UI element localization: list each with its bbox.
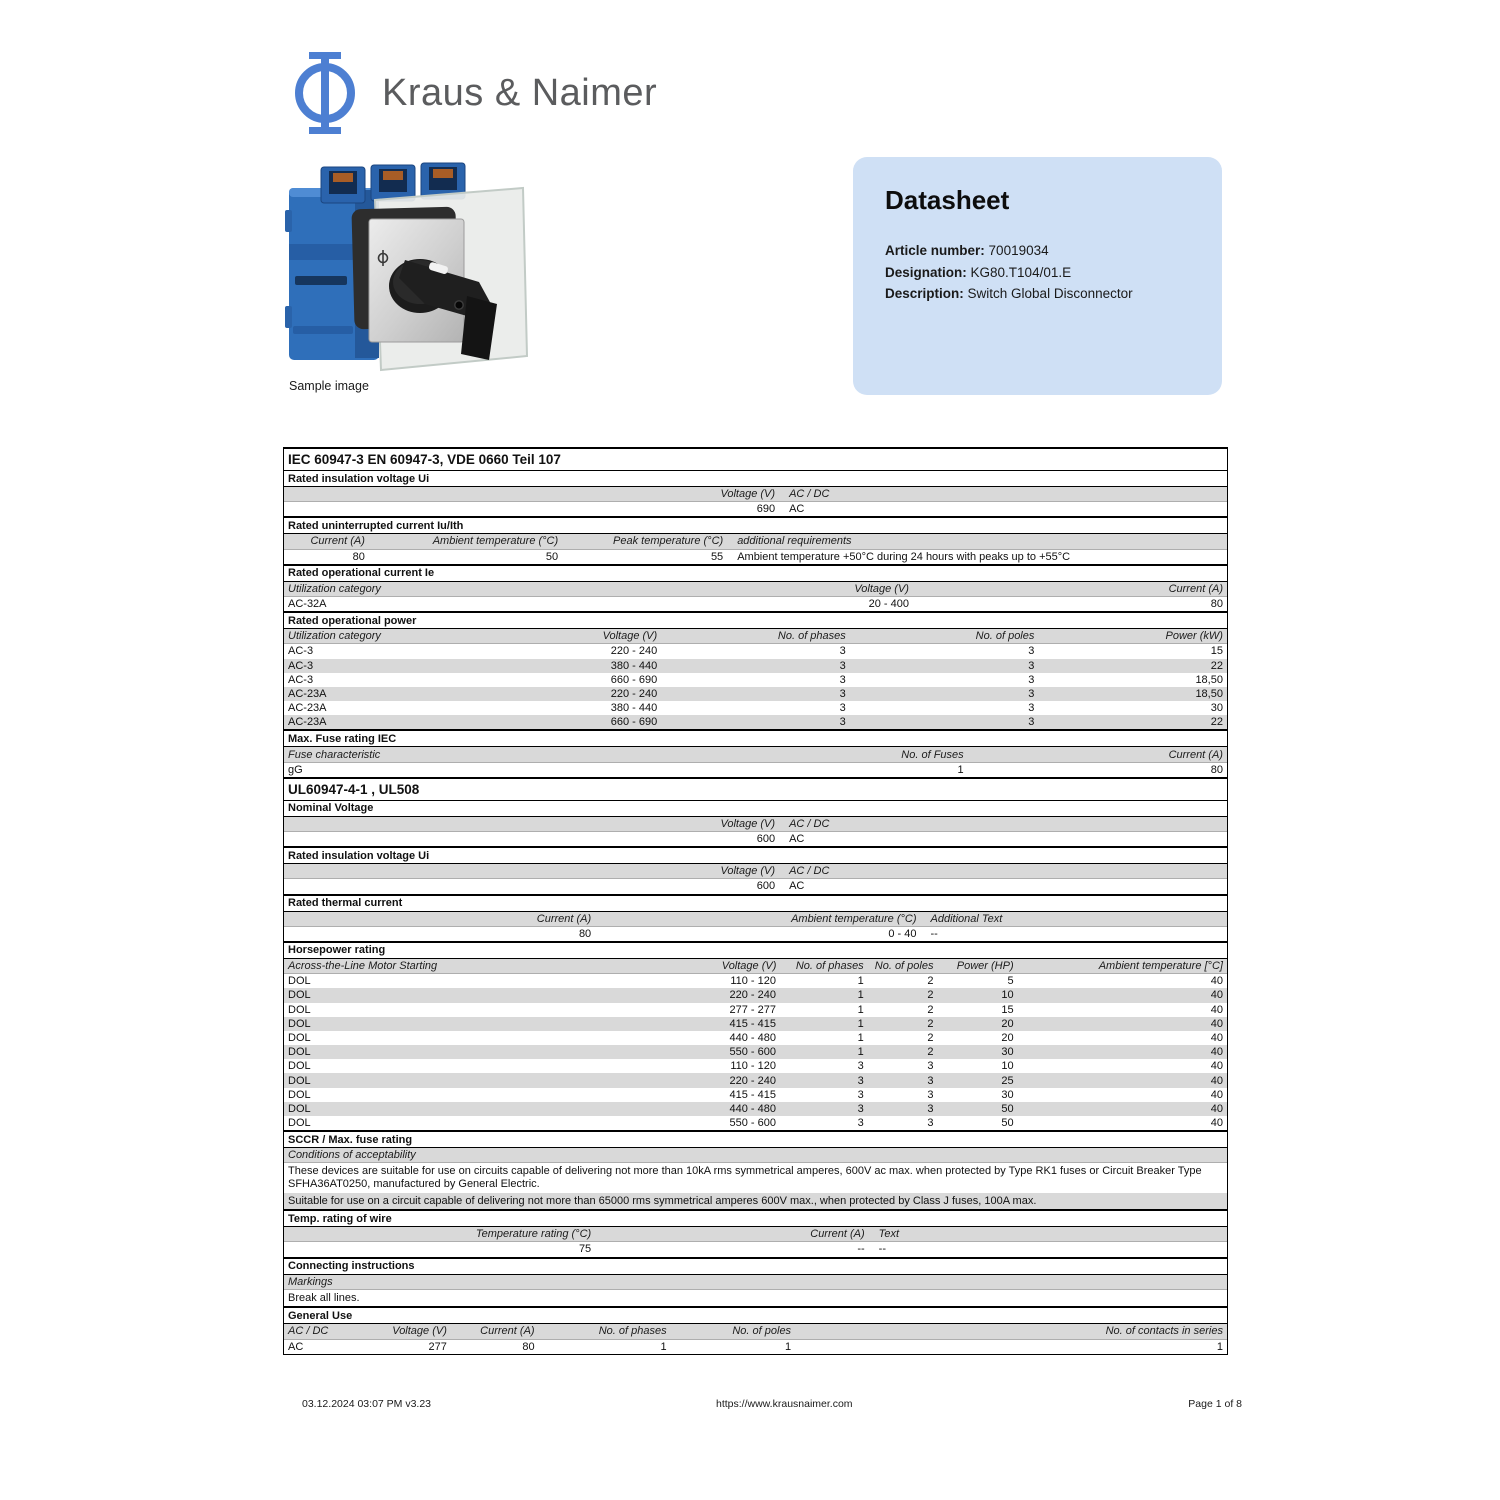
table-cell: Ambient temperature (°C) bbox=[791, 912, 917, 925]
table-cell: 3 bbox=[1028, 702, 1035, 715]
table-cell: gG bbox=[288, 763, 303, 776]
table-row bbox=[284, 894, 1227, 912]
table-cell: 80 bbox=[578, 927, 592, 940]
table-cell: 40 bbox=[1210, 1102, 1223, 1115]
table-row bbox=[284, 1306, 1227, 1324]
table-cell: No. of Fuses bbox=[901, 748, 964, 761]
table-row bbox=[284, 959, 1227, 974]
table-cell: Markings bbox=[288, 1275, 333, 1288]
table-cell: additional requirements bbox=[737, 535, 852, 548]
table-cell: -- bbox=[930, 927, 938, 940]
table-cell: 1 bbox=[857, 1046, 864, 1059]
table-cell: 40 bbox=[1210, 1074, 1223, 1087]
table-row bbox=[284, 534, 1227, 549]
table-cell: Power (HP) bbox=[956, 960, 1014, 973]
table-cell: 3 bbox=[839, 702, 846, 715]
table-row bbox=[284, 912, 1227, 927]
table-row bbox=[284, 941, 1227, 959]
table-row bbox=[284, 988, 1227, 1002]
table-row bbox=[284, 687, 1227, 701]
table-row bbox=[284, 832, 1227, 846]
table-cell: DOL bbox=[288, 1031, 311, 1044]
table-row bbox=[284, 1227, 1227, 1242]
sample-image-caption: Sample image bbox=[289, 379, 369, 393]
table-cell: 15 bbox=[1210, 645, 1223, 658]
table-cell: 1 bbox=[857, 1003, 864, 1016]
info-card bbox=[853, 157, 1222, 395]
table-row bbox=[284, 516, 1227, 534]
brand-header bbox=[288, 52, 657, 134]
table-row bbox=[284, 673, 1227, 687]
product-image bbox=[283, 158, 533, 386]
table-cell: 1 bbox=[857, 1017, 864, 1030]
table-cell: 20 bbox=[1001, 1031, 1014, 1044]
table-row bbox=[284, 644, 1227, 658]
table-row bbox=[284, 763, 1227, 777]
table-cell: 3 bbox=[839, 687, 846, 700]
table-cell: 3 bbox=[927, 1102, 934, 1115]
table-cell: Rated operational current Ie bbox=[288, 567, 435, 580]
table-cell: 380 - 440 bbox=[610, 659, 658, 672]
table-cell: Current (A) bbox=[1168, 748, 1223, 761]
table-cell: UL60947-4-1 , UL508 bbox=[288, 781, 420, 797]
table-row bbox=[284, 729, 1227, 747]
table-row bbox=[284, 1003, 1227, 1017]
description-label: Description: bbox=[885, 286, 964, 301]
table-cell: Additional Text bbox=[930, 912, 1003, 925]
table-cell: Ambient temperature [°C] bbox=[1098, 960, 1223, 973]
table-cell: Fuse characteristic bbox=[288, 748, 381, 761]
phi-logo-icon bbox=[288, 52, 362, 134]
table-cell: AC / DC bbox=[789, 488, 830, 501]
table-cell: 690 bbox=[756, 503, 776, 516]
table-cell: No. of poles bbox=[732, 1325, 792, 1338]
table-cell: 220 - 240 bbox=[610, 645, 658, 658]
table-cell: 1 bbox=[957, 763, 964, 776]
table-cell: 40 bbox=[1210, 1060, 1223, 1073]
table-cell: 20 - 400 bbox=[868, 598, 909, 611]
footer-page-number: Page 1 of 8 bbox=[1188, 1398, 1242, 1410]
table-cell: 3 bbox=[1028, 716, 1035, 729]
footer-url[interactable]: https://www.krausnaimer.com bbox=[716, 1398, 853, 1410]
table-cell: 40 bbox=[1210, 1017, 1223, 1030]
table-cell: 3 bbox=[839, 673, 846, 686]
table-cell: 3 bbox=[857, 1074, 864, 1087]
table-cell: Voltage (V) bbox=[720, 817, 776, 830]
table-row bbox=[284, 1031, 1227, 1045]
table-cell: DOL bbox=[288, 1046, 311, 1059]
table-row bbox=[284, 1116, 1227, 1130]
table-cell: Rated insulation voltage Ui bbox=[288, 472, 430, 485]
table-cell: 80 bbox=[1210, 763, 1223, 776]
table-cell: 40 bbox=[1210, 1046, 1223, 1059]
table-cell: 110 - 120 bbox=[730, 975, 776, 988]
table-cell: General Use bbox=[288, 1309, 353, 1322]
table-cell: 3 bbox=[839, 716, 846, 729]
table-cell: These devices are suitable for use on circuits capable of delivering not more than 10kA rms symmetrical amperes, 600V ac max. when protected by Type RK1 fuses or Circuit Breaker Type SFHA36AT0250, manufactured by General Electric. bbox=[288, 1165, 1202, 1190]
table-cell: 3 bbox=[839, 645, 846, 658]
table-cell: No. of phases bbox=[795, 960, 864, 973]
table-cell: 1 bbox=[857, 1031, 864, 1044]
table-cell: Voltage (V) bbox=[720, 865, 776, 878]
table-cell: 10 bbox=[1001, 1060, 1014, 1073]
table-cell: 440 - 480 bbox=[729, 1102, 776, 1115]
table-row bbox=[284, 817, 1227, 832]
table-cell: SCCR / Max. fuse rating bbox=[288, 1133, 413, 1146]
description-line bbox=[885, 283, 1198, 305]
article-number-value: 70019034 bbox=[988, 243, 1049, 258]
table-cell: Voltage (V) bbox=[721, 960, 777, 973]
table-cell: 55 bbox=[710, 550, 724, 563]
table-row bbox=[284, 1045, 1227, 1059]
table-cell: AC / DC bbox=[288, 1325, 329, 1338]
table-cell: DOL bbox=[288, 1003, 311, 1016]
table-cell: Temperature rating (°C) bbox=[475, 1228, 592, 1241]
table-cell: 1 bbox=[784, 1340, 792, 1353]
table-row bbox=[284, 879, 1227, 893]
table-cell: Voltage (V) bbox=[392, 1325, 447, 1338]
table-cell: AC-3 bbox=[288, 673, 314, 686]
table-cell: 2 bbox=[927, 1031, 934, 1044]
table-row bbox=[284, 1102, 1227, 1116]
table-row bbox=[284, 715, 1227, 729]
table-cell: 3 bbox=[1028, 659, 1035, 672]
table-cell: Current (A) bbox=[810, 1228, 865, 1241]
table-cell: Voltage (V) bbox=[720, 488, 776, 501]
table-cell: Utilization category bbox=[288, 582, 381, 595]
spec-table bbox=[283, 447, 1228, 1355]
table-cell: Rated thermal current bbox=[288, 897, 403, 910]
table-cell: Break all lines. bbox=[288, 1291, 360, 1304]
table-cell: AC-3 bbox=[288, 645, 314, 658]
table-cell: Peak temperature (°C) bbox=[613, 535, 724, 548]
table-cell: Nominal Voltage bbox=[288, 802, 374, 815]
table-row bbox=[284, 471, 1227, 487]
table-cell: No. of phases bbox=[598, 1325, 667, 1338]
table-cell: No. of poles bbox=[874, 960, 934, 973]
table-row bbox=[284, 1242, 1227, 1256]
table-cell: AC-32A bbox=[288, 598, 327, 611]
table-cell: DOL bbox=[288, 1074, 311, 1087]
table-cell: 22 bbox=[1210, 659, 1223, 672]
table-cell: -- bbox=[857, 1243, 865, 1256]
table-row bbox=[284, 864, 1227, 879]
table-cell: AC-23A bbox=[288, 687, 327, 700]
article-number-line bbox=[885, 240, 1198, 262]
table-cell: 50 bbox=[1001, 1117, 1014, 1130]
table-cell: 3 bbox=[927, 1060, 934, 1073]
table-row bbox=[284, 846, 1227, 864]
table-cell: 600 bbox=[756, 833, 776, 846]
table-cell: 3 bbox=[857, 1060, 864, 1073]
designation-label: Designation: bbox=[885, 264, 967, 280]
footer-timestamp: 03.12.2024 03:07 PM v3.23 bbox=[302, 1398, 432, 1410]
table-cell: DOL bbox=[288, 1017, 311, 1030]
table-cell: Ambient temperature +50°C during 24 hours with peaks up to +55°C bbox=[737, 550, 1071, 563]
table-cell: 2 bbox=[927, 1046, 934, 1059]
table-cell: 30 bbox=[1001, 1088, 1014, 1101]
table-cell: 600 bbox=[756, 880, 776, 893]
table-cell: 110 - 120 bbox=[730, 1060, 776, 1073]
description-value: Switch Global Disconnector bbox=[967, 286, 1133, 301]
table-cell: 80 bbox=[352, 550, 365, 563]
table-cell: 415 - 415 bbox=[729, 1017, 776, 1030]
table-cell: 18,50 bbox=[1195, 673, 1223, 686]
table-cell: 220 - 240 bbox=[610, 687, 658, 700]
table-row bbox=[284, 502, 1227, 516]
table-row bbox=[284, 1073, 1227, 1087]
table-row bbox=[284, 747, 1227, 762]
table-cell: 220 - 240 bbox=[729, 989, 776, 1002]
table-cell: 3 bbox=[1028, 645, 1035, 658]
table-cell: AC-23A bbox=[288, 702, 327, 715]
table-row bbox=[284, 659, 1227, 673]
table-cell: Rated uninterrupted current Iu/Ith bbox=[288, 519, 464, 532]
table-cell: AC bbox=[789, 833, 805, 846]
designation-value: KG80.T104/01.E bbox=[970, 264, 1072, 280]
table-cell: 50 bbox=[545, 550, 559, 563]
table-cell: Voltage (V) bbox=[854, 582, 909, 595]
table-cell: AC-23A bbox=[288, 716, 327, 729]
table-cell: DOL bbox=[288, 975, 311, 988]
table-cell: 440 - 480 bbox=[729, 1031, 776, 1044]
table-cell: 220 - 240 bbox=[729, 1074, 776, 1087]
table-cell: 40 bbox=[1210, 989, 1223, 1002]
table-row bbox=[284, 1209, 1227, 1227]
table-cell: 18,50 bbox=[1195, 687, 1223, 700]
table-cell: 1 bbox=[660, 1340, 667, 1353]
table-row bbox=[284, 1163, 1227, 1192]
table-row bbox=[284, 1193, 1227, 1210]
table-cell: 3 bbox=[857, 1117, 864, 1130]
table-cell: 25 bbox=[1001, 1074, 1014, 1087]
table-cell: 1 bbox=[857, 975, 864, 988]
table-row bbox=[284, 611, 1227, 629]
table-cell: Ambient temperature (°C) bbox=[432, 535, 559, 548]
table-cell: 22 bbox=[1210, 716, 1223, 729]
table-row bbox=[284, 801, 1227, 817]
table-cell: 550 - 600 bbox=[729, 1046, 776, 1059]
table-cell: AC / DC bbox=[789, 817, 830, 830]
table-cell: AC / DC bbox=[789, 865, 830, 878]
table-cell: No. of poles bbox=[975, 630, 1035, 643]
table-row bbox=[284, 582, 1227, 597]
table-cell: Suitable for use on a circuit capable of delivering not more than 65000 rms symmetrical amperes 600V max., when protected by Class J fuses, 100A max. bbox=[288, 1194, 1037, 1207]
designation-line bbox=[885, 262, 1198, 284]
table-row bbox=[284, 449, 1227, 471]
table-cell: 3 bbox=[927, 1074, 934, 1087]
datasheet-title: Datasheet bbox=[885, 185, 1010, 215]
table-row bbox=[284, 564, 1227, 582]
table-cell: Current (A) bbox=[1168, 582, 1223, 595]
table-cell: Max. Fuse rating IEC bbox=[288, 732, 397, 745]
table-cell: DOL bbox=[288, 1102, 311, 1115]
table-cell: DOL bbox=[288, 1088, 311, 1101]
table-cell: Conditions of acceptability bbox=[288, 1149, 416, 1162]
table-row bbox=[284, 1290, 1227, 1307]
table-cell: Current (A) bbox=[310, 535, 365, 548]
table-row bbox=[284, 1148, 1227, 1163]
table-cell: 2 bbox=[927, 975, 934, 988]
table-cell: 2 bbox=[927, 1017, 934, 1030]
table-cell: 1 bbox=[1216, 1340, 1223, 1353]
table-cell: 1 bbox=[857, 989, 864, 1002]
table-cell: 550 - 600 bbox=[729, 1117, 776, 1130]
table-cell: Horsepower rating bbox=[288, 944, 386, 957]
table-cell: 380 - 440 bbox=[610, 702, 658, 715]
table-cell: 3 bbox=[1028, 687, 1035, 700]
table-cell: Connecting instructions bbox=[288, 1260, 415, 1273]
table-cell: DOL bbox=[288, 1060, 311, 1073]
table-row bbox=[284, 597, 1227, 611]
table-cell: -- bbox=[878, 1243, 886, 1256]
table-cell: 10 bbox=[1001, 989, 1014, 1002]
table-row bbox=[284, 1340, 1227, 1354]
table-cell: Across-the-Line Motor Starting bbox=[288, 960, 438, 973]
table-cell: 80 bbox=[1210, 598, 1223, 611]
table-cell: AC-3 bbox=[288, 659, 314, 672]
table-cell: 40 bbox=[1210, 975, 1223, 988]
table-cell: 3 bbox=[857, 1102, 864, 1115]
table-cell: DOL bbox=[288, 1117, 311, 1130]
table-cell: Voltage (V) bbox=[602, 630, 658, 643]
table-cell: 20 bbox=[1001, 1017, 1014, 1030]
table-row bbox=[284, 1130, 1227, 1148]
table-cell: 30 bbox=[1001, 1046, 1014, 1059]
table-cell: Current (A) bbox=[536, 912, 592, 925]
table-cell: Utilization category bbox=[288, 630, 381, 643]
table-cell: 277 bbox=[428, 1340, 447, 1353]
table-cell: 15 bbox=[1001, 1003, 1014, 1016]
table-row bbox=[284, 1088, 1227, 1102]
article-number-label: Article number: bbox=[885, 243, 985, 258]
table-cell: 277 - 277 bbox=[729, 1003, 776, 1016]
table-row bbox=[284, 1275, 1227, 1290]
table-cell: 0 - 40 bbox=[888, 927, 917, 940]
table-row bbox=[284, 1059, 1227, 1073]
table-cell: 2 bbox=[927, 1003, 934, 1016]
table-cell: Current (A) bbox=[480, 1325, 535, 1338]
table-row bbox=[284, 550, 1227, 564]
table-cell: 660 - 690 bbox=[610, 716, 658, 729]
table-row bbox=[284, 487, 1227, 502]
table-cell: Rated operational power bbox=[288, 614, 417, 627]
table-cell: 50 bbox=[1001, 1102, 1014, 1115]
table-cell: 3 bbox=[857, 1088, 864, 1101]
table-row bbox=[284, 927, 1227, 941]
table-cell: 30 bbox=[1210, 702, 1223, 715]
table-cell: 2 bbox=[927, 989, 934, 1002]
table-cell: 5 bbox=[1007, 975, 1014, 988]
table-cell: 40 bbox=[1210, 1088, 1223, 1101]
table-cell: 40 bbox=[1210, 1031, 1223, 1044]
table-row bbox=[284, 701, 1227, 715]
table-cell: 80 bbox=[522, 1340, 535, 1353]
table-row bbox=[284, 1324, 1227, 1339]
table-cell: 415 - 415 bbox=[729, 1088, 776, 1101]
table-cell: 3 bbox=[839, 659, 846, 672]
table-cell: 3 bbox=[927, 1117, 934, 1130]
table-cell: AC bbox=[789, 503, 805, 516]
table-cell: Rated insulation voltage Ui bbox=[288, 849, 430, 862]
table-row bbox=[284, 777, 1227, 801]
table-cell: 660 - 690 bbox=[610, 673, 658, 686]
table-cell: AC bbox=[789, 880, 805, 893]
table-cell: No. of phases bbox=[777, 630, 846, 643]
table-cell: 40 bbox=[1210, 1117, 1223, 1130]
table-cell: No. of contacts in series bbox=[1105, 1325, 1223, 1338]
table-cell: Temp. rating of wire bbox=[288, 1212, 392, 1225]
brand-name: Kraus & Naimer bbox=[382, 71, 658, 114]
table-cell: Text bbox=[878, 1228, 900, 1241]
table-row bbox=[284, 1257, 1227, 1275]
table-row bbox=[284, 974, 1227, 988]
table-cell: IEC 60947-3 EN 60947-3, VDE 0660 Teil 107 bbox=[288, 452, 561, 467]
table-cell: 3 bbox=[927, 1088, 934, 1101]
table-row bbox=[284, 1017, 1227, 1031]
table-cell: 75 bbox=[578, 1243, 592, 1256]
table-cell: AC bbox=[288, 1340, 304, 1353]
table-cell: 40 bbox=[1210, 1003, 1223, 1016]
table-row bbox=[284, 629, 1227, 644]
table-cell: DOL bbox=[288, 989, 311, 1002]
table-cell: 3 bbox=[1028, 673, 1035, 686]
table-cell: Power (kW) bbox=[1165, 630, 1223, 643]
